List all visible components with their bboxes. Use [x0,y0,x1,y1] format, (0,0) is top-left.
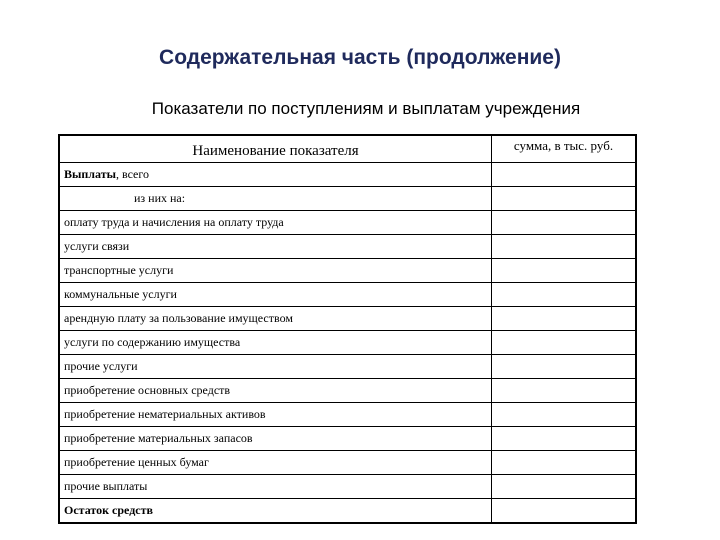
row-value [492,211,635,235]
row-value [492,451,635,475]
row-value [492,259,635,283]
table-row [60,187,635,211]
table-row [60,283,635,307]
table-row [60,403,635,427]
table-row [60,355,635,379]
row-label: услуги по содержанию имущества [60,331,492,355]
row-label: Остаток средств [60,499,492,522]
header-indicator-name: Наименование показателя [60,136,492,163]
table-row [60,307,635,331]
row-value [492,475,635,499]
row-label: из них на: [60,187,492,211]
table-row [60,235,635,259]
table-row [60,331,635,355]
row-label: услуги связи [60,235,492,259]
row-value [492,283,635,307]
table-row [60,163,635,187]
row-value [492,331,635,355]
row-label: приобретение материальных запасов [60,427,492,451]
row-value [492,355,635,379]
header-sum: сумма, в тыс. руб. [492,136,635,163]
row-value [492,403,635,427]
row-value [492,379,635,403]
row-value [492,235,635,259]
table-row [60,211,635,235]
table-row [60,451,635,475]
table-row [60,475,635,499]
table-row [60,259,635,283]
indicators-table-frame [58,134,637,524]
row-label-rest: , всего [115,167,150,182]
row-value [492,187,635,211]
row-label: коммунальные услуги [60,283,492,307]
slide-subtitle: Показатели по поступлениям и выплатам учреждения [151,99,581,118]
row-label-bold: Выплаты [64,167,116,182]
row-value [492,307,635,331]
row-label: арендную плату за пользование имуществом [60,307,492,331]
row-label: приобретение нематериальных активов [60,403,492,427]
table-row [60,499,635,522]
row-label: прочие выплаты [60,475,492,499]
indicators-table [60,136,635,522]
row-value [492,427,635,451]
row-value [492,499,635,522]
table-row [60,427,635,451]
slide-title: Содержательная часть (продолжение) [159,46,561,69]
row-value [492,163,635,187]
row-label: оплату труда и начисления на оплату труда [60,211,492,235]
row-label [60,163,492,187]
row-label: приобретение основных средств [60,379,492,403]
row-label: приобретение ценных бумаг [60,451,492,475]
table-header-row [60,136,635,163]
row-label: транспортные услуги [60,259,492,283]
row-label: прочие услуги [60,355,492,379]
table-row [60,379,635,403]
